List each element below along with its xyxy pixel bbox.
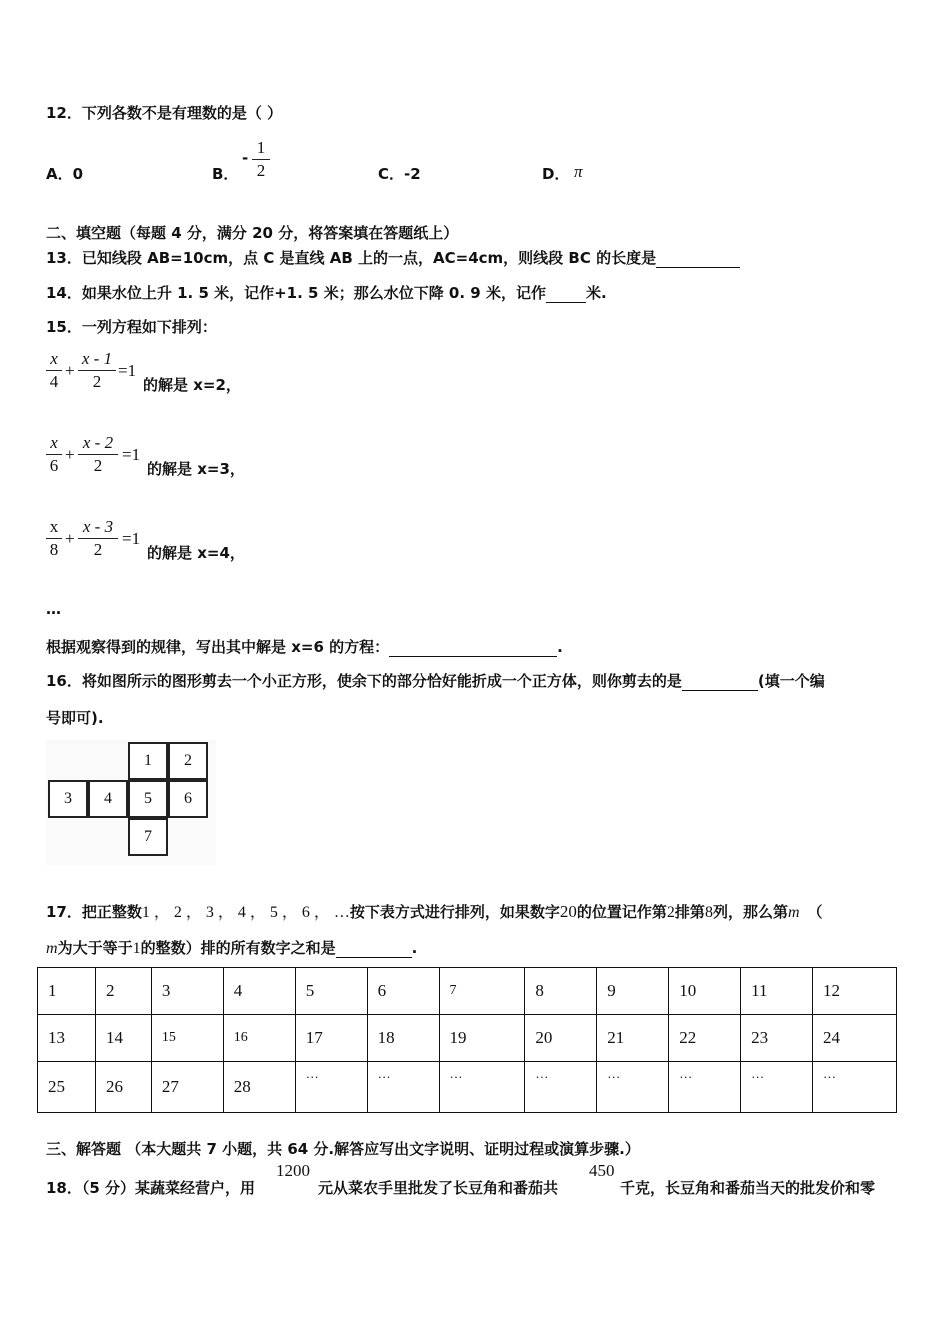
table-cell: 16 xyxy=(223,1015,295,1062)
q15-ellipsis: … xyxy=(46,600,61,618)
table-cell: … xyxy=(597,1062,669,1113)
q15-eq2-plus: + xyxy=(65,445,75,464)
table-cell: … xyxy=(741,1062,813,1113)
q17-stem-f: 为大于等于 xyxy=(57,939,133,957)
table-cell: 17 xyxy=(295,1015,367,1062)
q15-eq2-frac1 xyxy=(46,433,62,476)
net-cell-5: 5 xyxy=(128,780,168,818)
table-cell: 25 xyxy=(38,1062,96,1113)
table-cell: 6 xyxy=(367,968,439,1015)
q12-option-d-label: D． xyxy=(542,165,570,183)
q15-eq3-frac2 xyxy=(78,517,118,560)
table-cell: 11 xyxy=(741,968,813,1015)
table-cell: 12 xyxy=(813,968,897,1015)
table-cell: … xyxy=(813,1062,897,1113)
table-cell: 28 xyxy=(223,1062,295,1113)
q17-stem-end: . xyxy=(411,939,418,957)
fraction-bar xyxy=(78,454,118,455)
table-cell: 23 xyxy=(741,1015,813,1062)
q15-ask-stem: 根据观察得到的规律，写出其中解是 x=6 的方程： xyxy=(46,638,390,656)
q17-col-8: 8 xyxy=(704,904,713,921)
table-cell: 22 xyxy=(669,1015,741,1062)
table-cell: 20 xyxy=(525,1015,597,1062)
fraction-denominator: 8 xyxy=(49,540,59,559)
q15-eq3-rhs: =1 xyxy=(122,529,141,548)
net-cell-3: 3 xyxy=(48,780,88,818)
table-cell: 4 xyxy=(223,968,295,1015)
fraction-denominator: 2 xyxy=(92,372,102,391)
fraction-denominator: 2 xyxy=(93,540,103,559)
q17-stem-b: 按下表方式进行排列，如果数字 xyxy=(349,903,560,921)
q16-stem-tail: (填一个编 xyxy=(757,672,825,690)
number-arrangement-table xyxy=(37,967,897,1113)
table-cell: 2 xyxy=(95,968,151,1015)
q15-answer-blank[interactable] xyxy=(389,656,557,657)
fraction-bar xyxy=(252,159,270,160)
fraction-numerator: x xyxy=(49,517,59,536)
fraction-denominator: 2 xyxy=(256,161,266,180)
net-cell-7: 7 xyxy=(128,818,168,856)
table-cell: … xyxy=(439,1062,525,1113)
q18-stem-c: 千克，长豆角和番茄当天的批发价和零 xyxy=(620,1179,876,1197)
q13-text xyxy=(46,247,740,268)
q17-stem-c: 的位置记作第 xyxy=(576,903,667,921)
table-cell: 26 xyxy=(95,1062,151,1113)
q17-m-2: m xyxy=(46,940,58,957)
q17-number-20: 20 xyxy=(559,902,577,921)
fraction-bar xyxy=(78,538,118,539)
table-cell: 27 xyxy=(151,1062,223,1113)
q14-text xyxy=(46,282,607,303)
q15-eq1-plus: + xyxy=(65,361,75,380)
fraction-numerator: x - 2 xyxy=(82,433,114,452)
table-cell: 1 xyxy=(38,968,96,1015)
fraction-bar xyxy=(46,454,62,455)
fraction-denominator: 4 xyxy=(49,372,59,391)
table-cell: … xyxy=(295,1062,367,1113)
fraction-bar xyxy=(46,538,62,539)
q15-eq1-frac1 xyxy=(46,349,62,392)
table-cell: 19 xyxy=(439,1015,525,1062)
q12-option-b-sign: - xyxy=(242,149,249,167)
q17-stem-d: 排第 xyxy=(674,903,705,921)
q18-weight: 450 xyxy=(589,1161,615,1180)
net-cell-1: 1 xyxy=(128,742,168,780)
q15-ask xyxy=(46,636,563,657)
table-cell: 5 xyxy=(295,968,367,1015)
table-cell: 8 xyxy=(525,968,597,1015)
q14-unit: 米. xyxy=(585,284,607,302)
table-cell: 18 xyxy=(367,1015,439,1062)
q15-eq2-frac2 xyxy=(78,433,118,476)
q15-eq2-rhs: =1 xyxy=(122,445,141,464)
q14-stem: 14．如果水位上升 1. 5 米，记作+1. 5 米；那么水位下降 0. 9 米，记作 xyxy=(46,284,546,302)
q17-line1 xyxy=(46,899,823,922)
table-row xyxy=(38,968,897,1015)
q12-option-d-pi: π xyxy=(574,162,583,181)
table-cell: 13 xyxy=(38,1015,96,1062)
q12-option-c: C．-2 xyxy=(378,165,421,183)
q17-one: 1 xyxy=(132,940,141,957)
table-cell: … xyxy=(525,1062,597,1113)
section3-title: 三、解答题 （本大题共 7 小题，共 64 分.解答应写出文字说明、证明过程或演算步骤.） xyxy=(46,1140,640,1158)
q16-line1 xyxy=(46,670,825,691)
table-cell: 14 xyxy=(95,1015,151,1062)
q17-stem-a: 17．把正整数 xyxy=(46,903,142,921)
table-cell: … xyxy=(669,1062,741,1113)
fraction-bar xyxy=(46,370,62,371)
table-cell: 10 xyxy=(669,968,741,1015)
q17-line2 xyxy=(46,937,417,958)
q16-stem: 16．将如图所示的图形剪去一个小正方形，使余下的部分恰好能折成一个正方体，则你剪去的是 xyxy=(46,672,682,690)
fraction-denominator: 6 xyxy=(49,456,59,475)
q16-line2: 号即可). xyxy=(46,709,104,727)
table-cell: 9 xyxy=(597,968,669,1015)
q15-intro: 15．一列方程如下排列： xyxy=(46,318,217,336)
fraction-numerator: x - 1 xyxy=(81,349,113,368)
fraction-denominator: 2 xyxy=(93,456,103,475)
q15-eq3-plus: + xyxy=(65,529,75,548)
q17-stem-e: 列，那么第 xyxy=(712,903,788,921)
fraction-bar xyxy=(78,370,116,371)
fraction-numerator: x xyxy=(50,433,58,452)
net-cell-4: 4 xyxy=(88,780,128,818)
table-row xyxy=(38,1015,897,1062)
q18-stem-b: 元从菜农手里批发了长豆角和番茄共 xyxy=(318,1179,559,1197)
q16-answer-blank[interactable] xyxy=(682,690,758,691)
q17-paren: （ xyxy=(807,903,823,921)
fraction-numerator: x xyxy=(50,349,58,368)
q13-answer-blank[interactable] xyxy=(656,267,740,268)
q15-eq1-solution: 的解是 x=2， xyxy=(143,376,241,394)
q13-stem: 13．已知线段 AB=10cm，点 C 是直线 AB 上的一点，AC=4cm，则线段 BC 的长度是 xyxy=(46,249,657,267)
q18-amount: 1200 xyxy=(276,1161,310,1180)
table-cell: 7 xyxy=(439,968,525,1015)
q15-eq3-solution: 的解是 x=4， xyxy=(147,544,245,562)
q18-stem-a: 18．（5 分）某蔬菜经营户，用 xyxy=(46,1179,256,1197)
q15-eq1-frac2 xyxy=(78,349,116,392)
q12-option-b-label: B． xyxy=(212,165,239,183)
q15-eq2-solution: 的解是 x=3， xyxy=(147,460,245,478)
q12-stem: 12．下列各数不是有理数的是（ ） xyxy=(46,104,283,122)
table-cell: 24 xyxy=(813,1015,897,1062)
q15-ask-end: . xyxy=(557,638,563,656)
table-row xyxy=(38,1062,897,1113)
cube-net-figure xyxy=(46,740,216,865)
q15-eq3-frac1 xyxy=(46,517,62,560)
q17-sequence: 1 ， 2 ， 3 ， 4 ， 5 ， 6 ， … xyxy=(141,904,350,921)
section2-title: 二、填空题（每题 4 分，满分 20 分，将答案填在答题纸上） xyxy=(46,224,459,242)
table-cell: 3 xyxy=(151,968,223,1015)
q14-answer-blank[interactable] xyxy=(546,302,586,303)
q12-option-b-fraction xyxy=(252,138,270,181)
q15-eq1-rhs: =1 xyxy=(118,361,137,380)
q17-stem-g: 的整数）排的所有数字之和是 xyxy=(140,939,336,957)
table-cell: 15 xyxy=(151,1015,223,1062)
table-cell: … xyxy=(367,1062,439,1113)
net-cell-6: 6 xyxy=(168,780,208,818)
fraction-numerator: 1 xyxy=(256,138,266,157)
table-cell: 21 xyxy=(597,1015,669,1062)
fraction-numerator: x - 3 xyxy=(82,517,114,536)
q17-answer-blank[interactable] xyxy=(336,957,412,958)
q17-row-2: 2 xyxy=(666,904,675,921)
q12-option-a: A．0 xyxy=(46,165,84,183)
net-cell-2: 2 xyxy=(168,742,208,780)
q17-m: m xyxy=(787,904,800,921)
